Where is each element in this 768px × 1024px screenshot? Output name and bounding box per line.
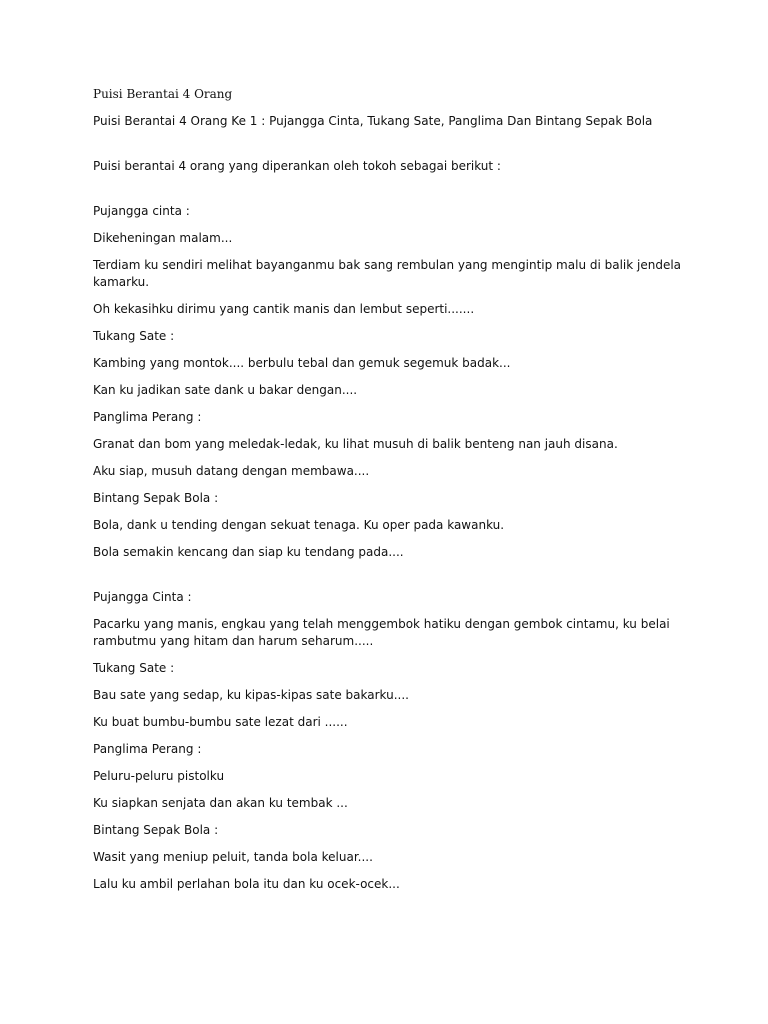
- poem-line: Lalu ku ambil perlahan bola itu dan ku ocek-ocek...: [93, 877, 400, 891]
- poem-line: Pacarku yang manis, engkau yang telah menggembok hatiku dengan gembok cintamu, ku belai rambutmu yang hitam dan harum seharum.....: [93, 617, 670, 648]
- poem-line: Kan ku jadikan sate dank u bakar dengan....: [93, 383, 358, 397]
- speaker-label: Bintang Sepak Bola :: [93, 823, 219, 837]
- poem-line: Wasit yang meniup peluit, tanda bola keluar....: [93, 850, 373, 864]
- speaker-label: Tukang Sate :: [93, 661, 175, 675]
- poem-line: Ku siapkan senjata dan akan ku tembak ...: [93, 796, 348, 810]
- intro-line: Puisi berantai 4 orang yang diperankan oleh tokoh sebagai berikut :: [93, 159, 501, 173]
- document-title: Puisi Berantai 4 Orang: [93, 87, 233, 101]
- poem-line: Oh kekasihku dirimu yang cantik manis dan lembut seperti.......: [93, 302, 475, 316]
- speaker-label: Pujangga cinta :: [93, 204, 190, 218]
- poem-line: Bola, dank u tending dengan sekuat tenaga. Ku oper pada kawanku.: [93, 518, 505, 532]
- speaker-label: Bintang Sepak Bola :: [93, 491, 219, 505]
- spacer: [93, 571, 683, 589]
- poem-line: Bola semakin kencang dan siap ku tendang pada....: [93, 545, 404, 559]
- speaker-label: Panglima Perang :: [93, 410, 202, 424]
- document-subtitle: Puisi Berantai 4 Orang Ke 1 : Pujangga Cinta, Tukang Sate, Panglima Dan Bintang Sepak Bola: [93, 114, 653, 128]
- spacer: [93, 185, 683, 203]
- speaker-label: Pujangga Cinta :: [93, 590, 192, 604]
- poem-line: Terdiam ku sendiri melihat bayanganmu bak sang rembulan yang mengintip malu di balik jendela kamarku.: [93, 258, 682, 289]
- poem-line: Kambing yang montok.... berbulu tebal dan gemuk segemuk badak...: [93, 356, 511, 370]
- poem-line: Aku siap, musuh datang dengan membawa....: [93, 464, 370, 478]
- poem-line: Ku buat bumbu-bumbu sate lezat dari ......: [93, 715, 348, 729]
- speaker-label: Tukang Sate :: [93, 329, 175, 343]
- poem-line: Granat dan bom yang meledak-ledak, ku lihat musuh di balik benteng nan jauh disana.: [93, 437, 618, 451]
- poem-line: Dikeheningan malam...: [93, 231, 233, 245]
- speaker-label: Panglima Perang :: [93, 742, 202, 756]
- document-body: [93, 86, 683, 903]
- poem-line: Bau sate yang sedap, ku kipas-kipas sate bakarku....: [93, 688, 409, 702]
- poem-line: Peluru-peluru pistolku: [93, 769, 225, 783]
- spacer: [93, 140, 683, 158]
